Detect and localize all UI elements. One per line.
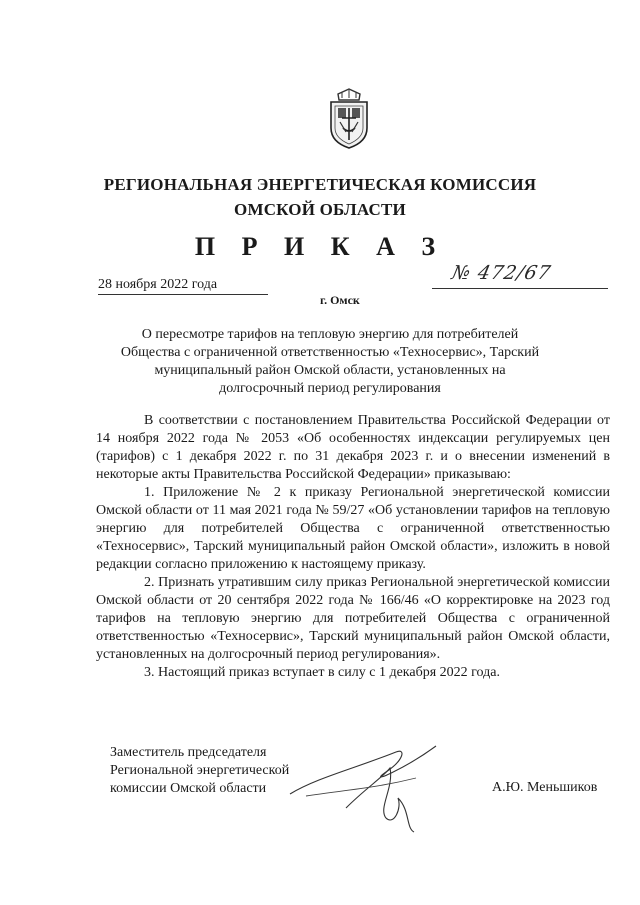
signer-position-line: Заместитель председателя (110, 745, 267, 760)
subject-line: долгосрочный период регулирования (219, 381, 441, 396)
document-type: П Р И К А З (194, 232, 446, 261)
clause-1-paragraph: 1. Приложение № 2 к приказу Региональной энергетической комиссии Омской области от 11 мая 2021 года № 59/27 «Об установлении тарифов на тепловую энергию для потребителей Общества с ограниченной ответственностью «Техносервис», Тарский муниципальный район Омской области», изложить в новой редакции согласно приложению к настоящему приказу. (96, 485, 610, 572)
document-subject (80, 326, 580, 398)
organization-title (40, 172, 600, 222)
document-date: 28 ноября 2022 года (98, 277, 268, 295)
document-number: № 472/67 (449, 262, 554, 284)
signer-name: А.Ю. Меньшиков (492, 780, 598, 795)
omsk-coat-of-arms-icon (326, 88, 372, 150)
subject-line: Общества с ограниченной ответственностью «Техносервис», Тарский (120, 345, 540, 360)
organization-region: ОМСКОЙ ОБЛАСТИ (234, 200, 406, 219)
subject-line: муниципальный район Омской области, установленных на (154, 363, 506, 378)
preamble-paragraph: В соответствии с постановлением Правительства Российской Федерации от 14 ноября 2022 года № 2053 «Об особенностях индексации регулируемых цен (тарифов) с 1 декабря 2022 г. по 31 декабря 2023 г. и о внесении изменений в некоторые акты Правительства Российской Федерации» приказываю: (96, 413, 610, 482)
organization-name: РЕГИОНАЛЬНАЯ ЭНЕРГЕТИЧЕСКАЯ КОМИССИЯ (103, 175, 537, 194)
signer-position-line: Региональной энергетической (110, 763, 290, 778)
document-city: г. Омск (320, 293, 360, 307)
clause-3-paragraph: 3. Настоящий приказ вступает в силу с 1 декабря 2022 года. (144, 665, 500, 680)
signer-position (110, 744, 289, 798)
document-number-field (432, 262, 608, 289)
signer-position-line: комиссии Омской области (110, 781, 267, 796)
clause-2-paragraph: 2. Признать утратившим силу приказ Региональной энергетической комиссии Омской области от 20 сентября 2022 года № 166/46 «О корректировке на 2023 год тарифов на тепловую энергию для потребителей Общества с ограниченной ответственностью «Техносервис», Тарский муниципальный район Омской области, установленных на долгосрочный период регулирования». (96, 575, 610, 662)
handwritten-signature-icon (286, 738, 466, 834)
subject-line: О пересмотре тарифов на тепловую энергию для потребителей (141, 327, 519, 342)
document-body (96, 412, 610, 682)
